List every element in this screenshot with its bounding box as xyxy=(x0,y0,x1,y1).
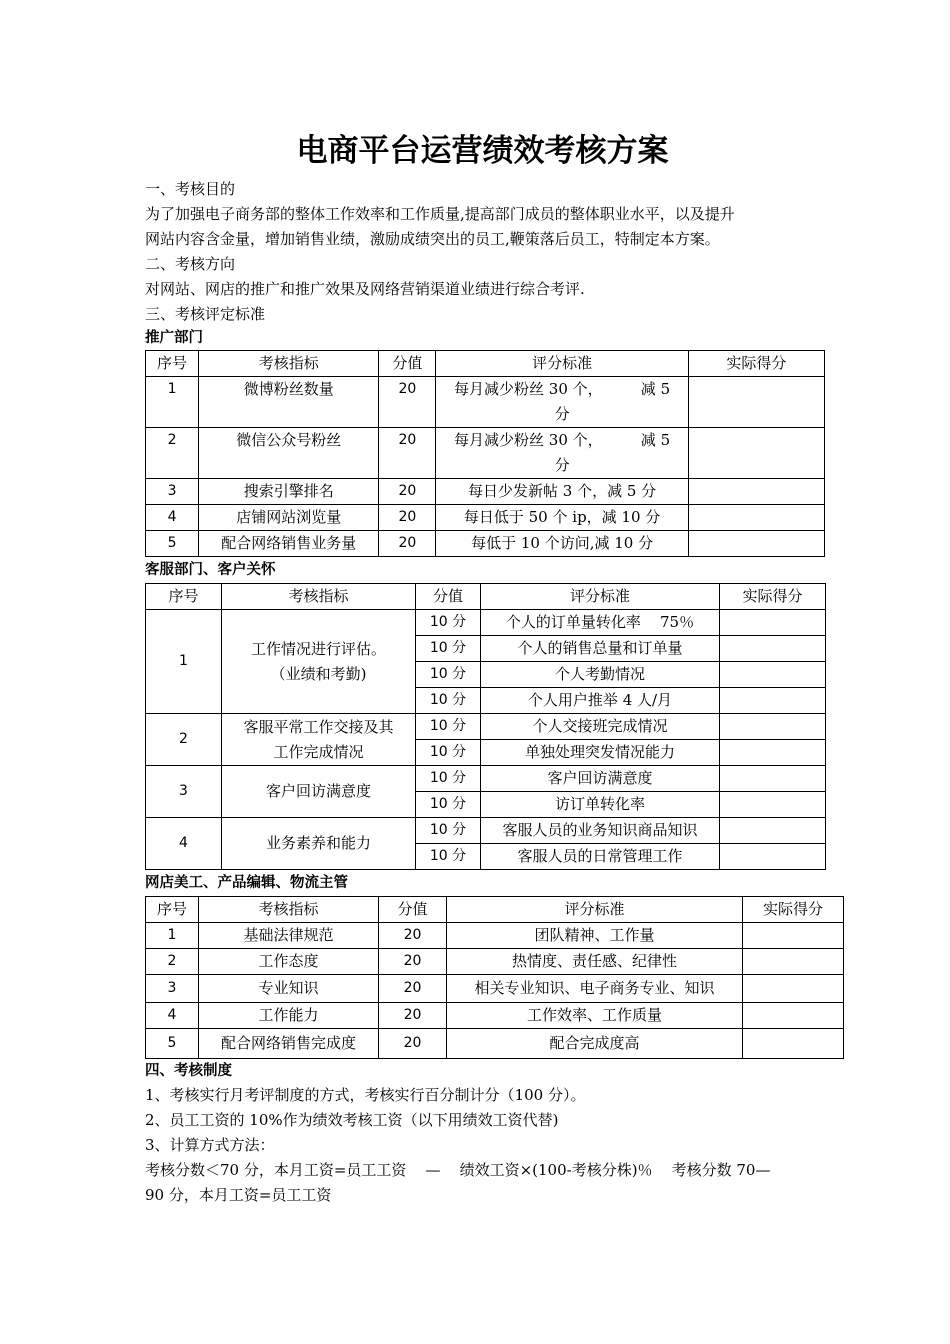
row-item: 配合网络销售完成度 xyxy=(199,1029,379,1059)
row-standard: 单独处理突发情况能力 xyxy=(481,740,720,766)
header-no: 序号 xyxy=(146,584,222,610)
header-standard: 评分标准 xyxy=(481,584,720,610)
row-standard: 每月减少粉丝 30 个， 减 5 分 xyxy=(436,377,688,428)
row-actual-score[interactable] xyxy=(720,688,826,714)
row-score: 20 xyxy=(379,1029,447,1059)
row-actual-score[interactable] xyxy=(720,766,826,792)
header-item: 考核指标 xyxy=(222,584,416,610)
row-actual-score[interactable] xyxy=(720,818,826,844)
header-standard: 评分标准 xyxy=(436,351,688,377)
row-score: 10 分 xyxy=(416,766,481,792)
section-2-text: 对网站、网店的推广和推广效果及网络营销渠道业绩进行综合考评. xyxy=(145,280,585,298)
row-item: 微信公众号粉丝 xyxy=(199,428,379,479)
row-actual-score[interactable] xyxy=(743,923,844,949)
promotion-table xyxy=(145,350,825,557)
row-actual-score[interactable] xyxy=(720,610,826,636)
row-score: 20 xyxy=(379,949,447,975)
row-standard: 个人考勤情况 xyxy=(481,662,720,688)
row-score: 20 xyxy=(379,479,436,505)
row-actual-score[interactable] xyxy=(720,714,826,740)
row-standard: 每日少发新帖 3 个，减 5 分 xyxy=(436,479,688,505)
header-score: 分值 xyxy=(416,584,481,610)
row-score: 20 xyxy=(379,975,447,1003)
table-row xyxy=(146,923,844,949)
row-no: 2 xyxy=(146,949,199,975)
row-standard: 访订单转化率 xyxy=(481,792,720,818)
header-no: 序号 xyxy=(146,897,199,923)
row-no: 3 xyxy=(146,479,199,505)
section-2-heading: 二、考核方向 xyxy=(145,255,236,273)
table-row xyxy=(146,714,826,740)
row-actual-score[interactable] xyxy=(720,636,826,662)
section-1-heading: 一、考核目的 xyxy=(145,180,236,198)
table-row xyxy=(146,1029,844,1059)
row-actual-score[interactable] xyxy=(743,1003,844,1029)
row-standard: 客服人员的业务知识商品知识 xyxy=(481,818,720,844)
header-item: 考核指标 xyxy=(199,351,379,377)
row-standard: 客户回访满意度 xyxy=(481,766,720,792)
table-row xyxy=(146,610,826,636)
row-score: 10 分 xyxy=(416,636,481,662)
header-standard: 评分标准 xyxy=(447,897,743,923)
document-page xyxy=(145,125,825,1208)
group-item: 工作情况进行评估。 （业绩和考勤) xyxy=(222,610,416,714)
group-no: 2 xyxy=(146,714,222,766)
header-actual: 实际得分 xyxy=(688,351,824,377)
row-no: 5 xyxy=(146,1029,199,1059)
row-score: 10 分 xyxy=(416,844,481,870)
table1-caption: 推广部门 xyxy=(145,330,203,346)
row-score: 20 xyxy=(379,428,436,479)
group-no: 1 xyxy=(146,610,222,714)
row-score: 20 xyxy=(379,505,436,531)
document-title: 电商平台运营绩效考核方案 xyxy=(296,133,669,169)
table3-caption: 网店美工、产品编辑、物流主管 xyxy=(145,875,348,891)
row-no: 3 xyxy=(146,975,199,1003)
row-score: 10 分 xyxy=(416,610,481,636)
row-actual-score[interactable] xyxy=(688,377,824,428)
row-no: 2 xyxy=(146,428,199,479)
table-row xyxy=(146,975,844,1003)
row-no: 5 xyxy=(146,531,199,557)
section-4-line: 1、考核实行月考评制度的方式，考核实行百分制计分（100 分）。 xyxy=(145,1086,586,1104)
row-standard: 团队精神、工作量 xyxy=(447,923,743,949)
section-4-line: 2、员工工资的 10%作为绩效考核工资（以下用绩效工资代替) xyxy=(145,1111,559,1129)
row-score: 10 分 xyxy=(416,688,481,714)
section-3-heading: 三、考核评定标准 xyxy=(145,305,266,323)
row-standard: 客服人员的日常管理工作 xyxy=(481,844,720,870)
row-score: 10 分 xyxy=(416,714,481,740)
section-1-text: 网站内容含金量，增加销售业绩，激励成绩突出的员工,鞭策落后员工，特制定本方案。 xyxy=(145,230,720,248)
group-item: 客户回访满意度 xyxy=(222,766,416,818)
row-score: 20 xyxy=(379,531,436,557)
row-actual-score[interactable] xyxy=(688,479,824,505)
table-row xyxy=(146,818,826,844)
row-standard: 热情度、责任感、纪律性 xyxy=(447,949,743,975)
section-4-line: 3、计算方式方法： xyxy=(145,1136,275,1154)
row-standard: 每月减少粉丝 30 个， 减 5 分 xyxy=(436,428,688,479)
row-score: 20 xyxy=(379,1003,447,1029)
row-no: 4 xyxy=(146,505,199,531)
header-actual: 实际得分 xyxy=(743,897,844,923)
header-actual: 实际得分 xyxy=(720,584,826,610)
row-actual-score[interactable] xyxy=(688,428,824,479)
row-actual-score[interactable] xyxy=(720,740,826,766)
row-standard: 个人的销售总量和订单量 xyxy=(481,636,720,662)
row-no: 4 xyxy=(146,1003,199,1029)
row-score: 20 xyxy=(379,923,447,949)
header-no: 序号 xyxy=(146,351,199,377)
row-no: 1 xyxy=(146,377,199,428)
row-item: 工作态度 xyxy=(199,949,379,975)
row-item: 搜索引擎排名 xyxy=(199,479,379,505)
table-row xyxy=(146,377,825,428)
row-actual-score[interactable] xyxy=(720,792,826,818)
row-standard: 个人的订单量转化率 75％ xyxy=(481,610,720,636)
row-item: 配合网络销售业务量 xyxy=(199,531,379,557)
row-standard: 相关专业知识、电子商务专业、知识 xyxy=(447,975,743,1003)
row-item: 微博粉丝数量 xyxy=(199,377,379,428)
header-score: 分值 xyxy=(379,897,447,923)
table-row xyxy=(146,1003,844,1029)
row-actual-score[interactable] xyxy=(743,1029,844,1059)
section-4-line: 90 分，本月工资=员工工资 xyxy=(145,1186,332,1204)
row-standard: 配合完成度高 xyxy=(447,1029,743,1059)
row-actual-score[interactable] xyxy=(743,975,844,1003)
row-standard: 个人交接班完成情况 xyxy=(481,714,720,740)
row-item: 店铺网站浏览量 xyxy=(199,505,379,531)
table-row xyxy=(146,949,844,975)
group-item: 客服平常工作交接及其 工作完成情况 xyxy=(222,714,416,766)
row-item: 基础法律规范 xyxy=(199,923,379,949)
group-item: 业务素养和能力 xyxy=(222,818,416,870)
header-score: 分值 xyxy=(379,351,436,377)
row-no: 1 xyxy=(146,923,199,949)
table-row xyxy=(146,505,825,531)
row-score: 10 分 xyxy=(416,662,481,688)
row-score: 20 xyxy=(379,377,436,428)
section-1-text: 为了加强电子商务部的整体工作效率和工作质量,提高部门成员的整体职业水平，以及提升 xyxy=(145,205,735,223)
section-4-line: 考核分数＜70 分，本月工资=员工工资 — 绩效工资×(100-考核分株)％ 考核分数 70— xyxy=(145,1161,771,1179)
header-item: 考核指标 xyxy=(199,897,379,923)
row-standard: 每日低于 50 个 ip，减 10 分 xyxy=(436,505,688,531)
row-actual-score[interactable] xyxy=(743,949,844,975)
group-no: 4 xyxy=(146,818,222,870)
table-row xyxy=(146,428,825,479)
row-item: 工作能力 xyxy=(199,1003,379,1029)
row-item: 专业知识 xyxy=(199,975,379,1003)
row-actual-score[interactable] xyxy=(688,531,824,557)
section-4-heading: 四、考核制度 xyxy=(145,1063,232,1079)
group-no: 3 xyxy=(146,766,222,818)
table-row xyxy=(146,766,826,792)
row-actual-score[interactable] xyxy=(688,505,824,531)
row-standard: 工作效率、工作质量 xyxy=(447,1003,743,1029)
customer-service-table xyxy=(145,583,826,870)
row-actual-score[interactable] xyxy=(720,844,826,870)
design-editing-logistics-table xyxy=(145,896,844,1059)
row-standard: 个人用户推举 4 人/月 xyxy=(481,688,720,714)
row-score: 10 分 xyxy=(416,740,481,766)
row-score: 10 分 xyxy=(416,792,481,818)
table-row xyxy=(146,531,825,557)
table2-caption: 客服部门、客户关怀 xyxy=(145,562,276,578)
row-actual-score[interactable] xyxy=(720,662,826,688)
row-standard: 每低于 10 个访问,减 10 分 xyxy=(436,531,688,557)
table-row xyxy=(146,479,825,505)
row-score: 10 分 xyxy=(416,818,481,844)
